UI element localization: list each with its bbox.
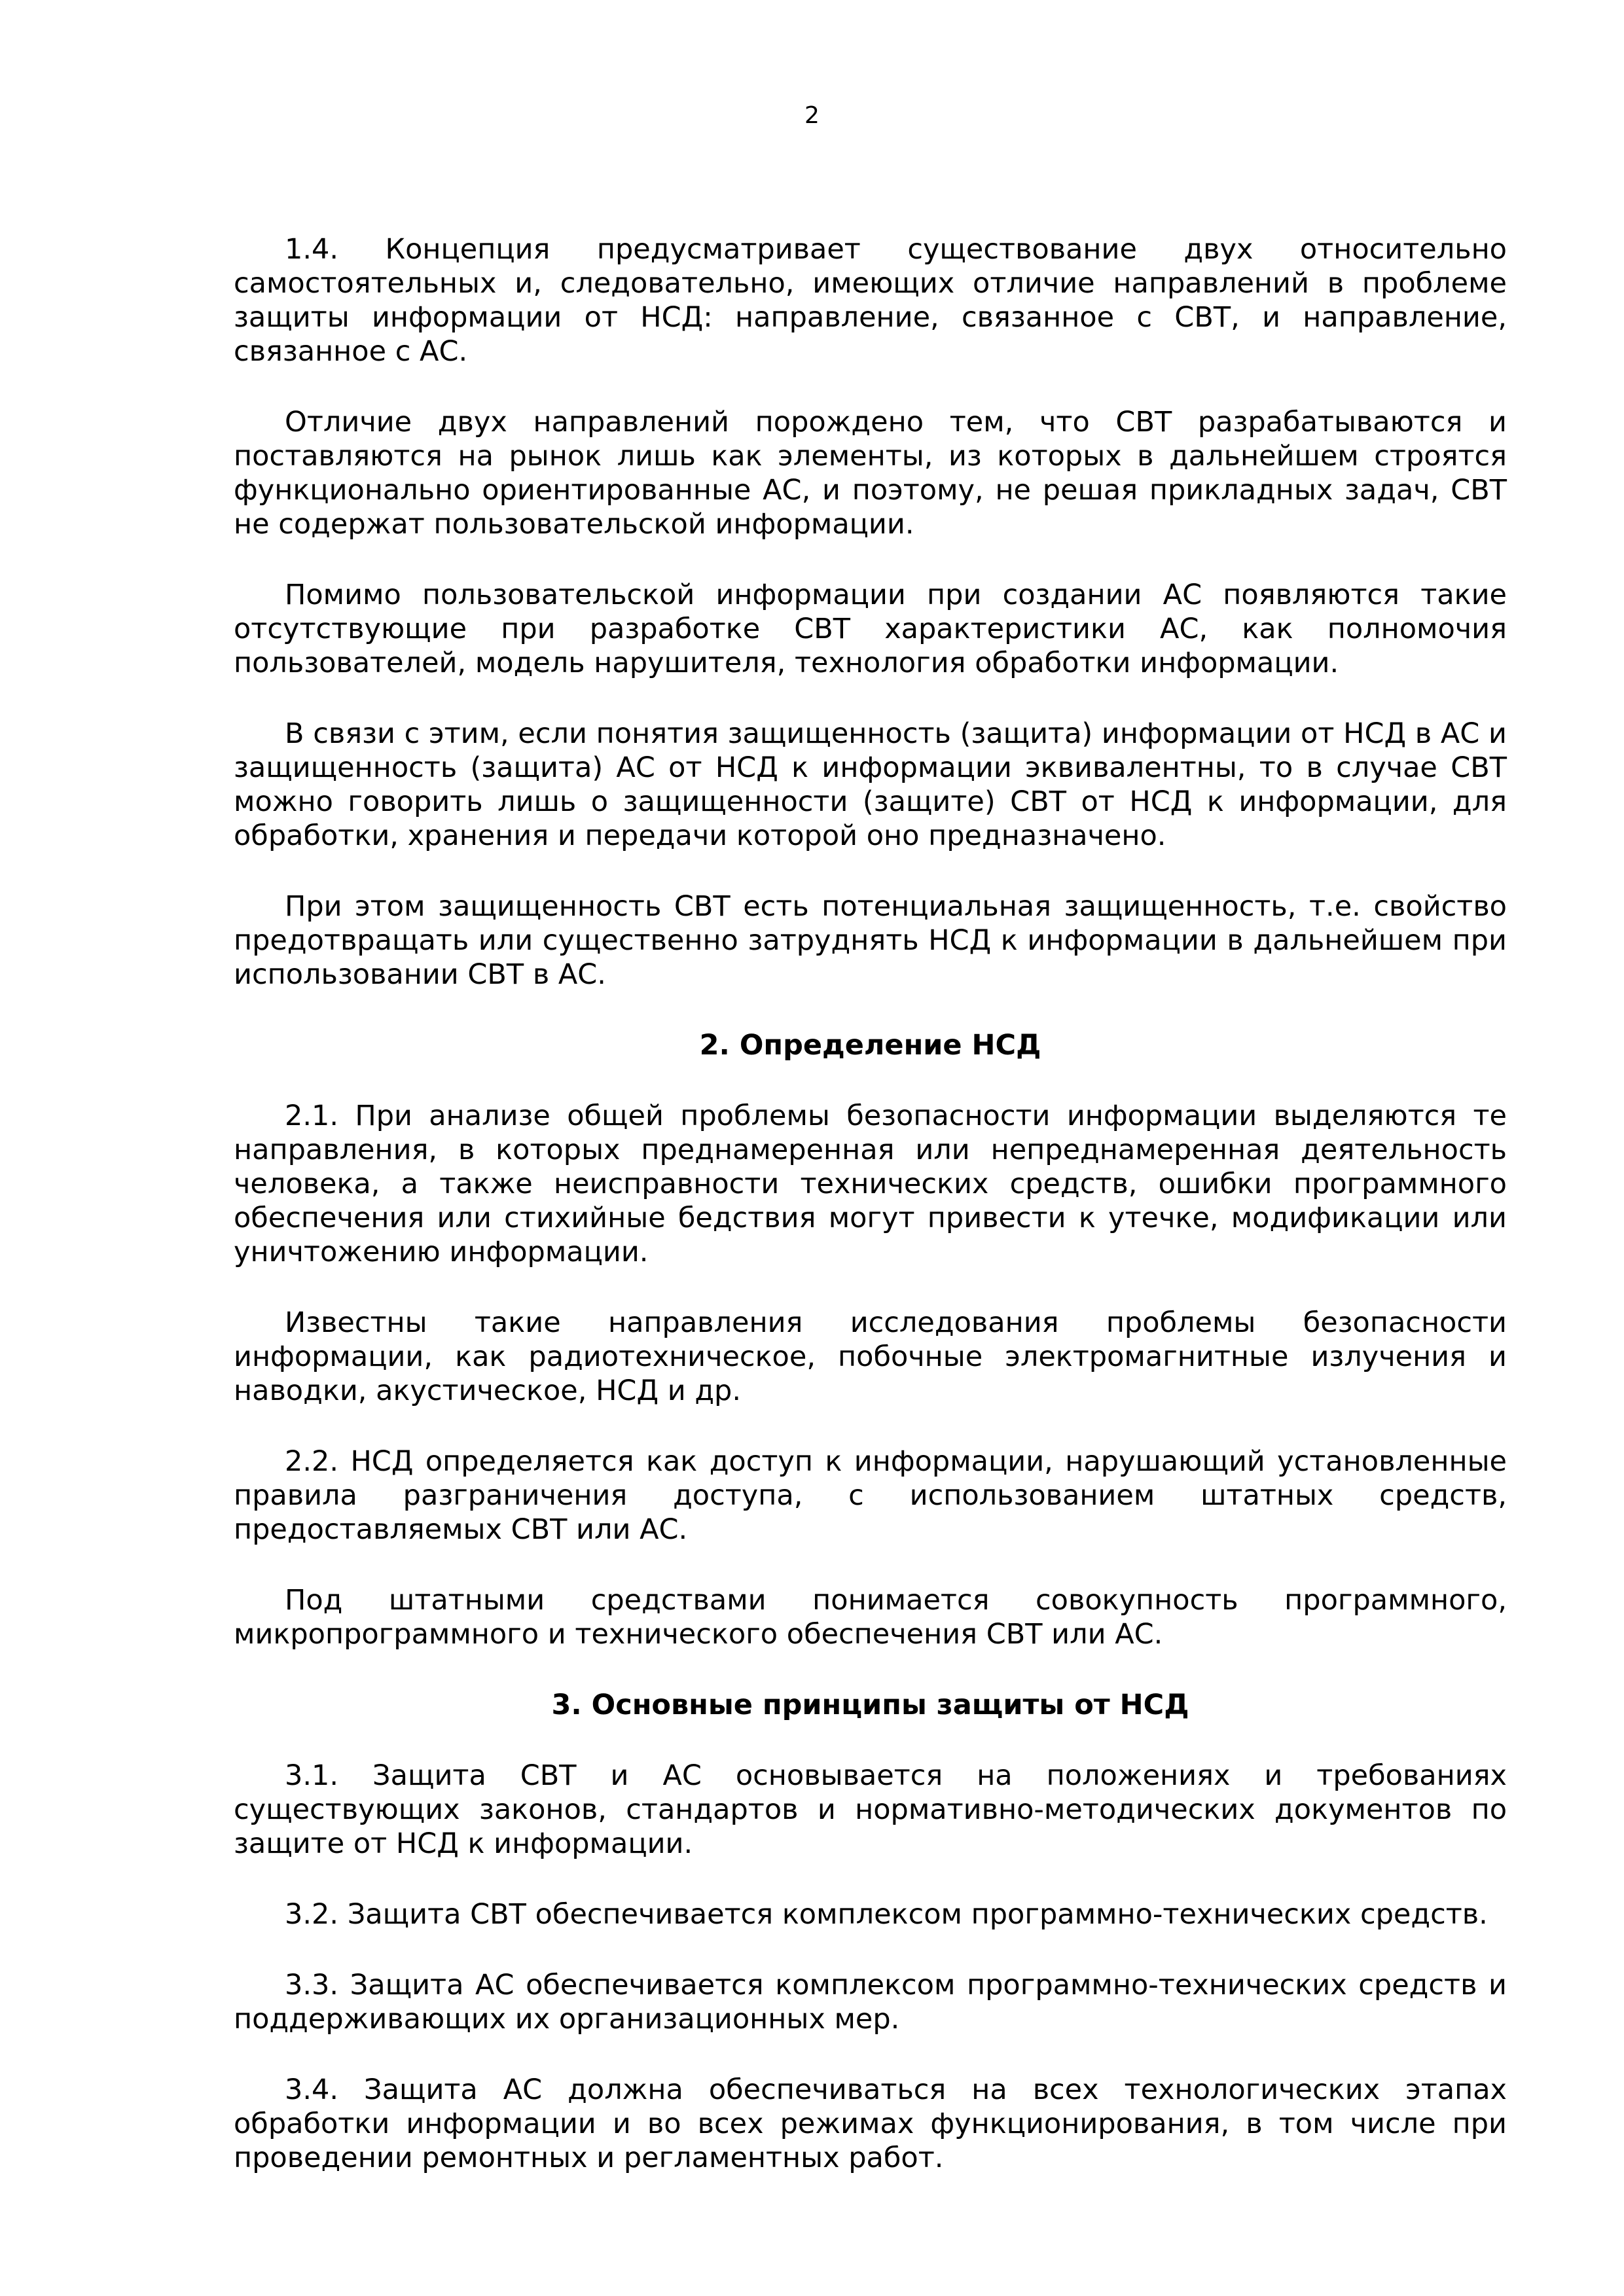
paragraph-protection-concepts: В связи с этим, если понятия защищенность (защита) информации от НСД в АС и защищенность (защита) АС от НСД к информации эквивалентны, то в случае СВТ можно говорить лишь о защищенности (защите) СВТ от НСД к информации, для обработки, хранения и передачи которой оно предназначено. <box>234 717 1507 852</box>
document-body <box>234 232 1507 2212</box>
paragraph-3-2: 3.2. Защита СВТ обеспечивается комплексом программно-технических средств. <box>285 1898 1488 1931</box>
paragraph-2-2: 2.2. НСД определяется как доступ к информации, нарушающий установленные правила разграничения доступа, с использованием штатных средств, предоставляемых СВТ или АС. <box>234 1445 1507 1546</box>
section-heading-2: 2. Определение НСД <box>699 1029 1041 1062</box>
paragraph-difference: Отличие двух направлений порождено тем, что СВТ разрабатываются и поставляются на рынок лишь как элементы, из которых в дальнейшем строятся функционально ориентированные АС, и поэтому, не решая прикладных задач, СВТ не содержат пользовательской информации. <box>234 406 1507 541</box>
paragraph-3-3: 3.3. Защита АС обеспечивается комплексом программно-технических средств и поддерживающих их организационных мер. <box>234 1969 1507 2036</box>
page-number: 2 <box>804 102 820 129</box>
paragraph-potential-protection: При этом защищенность СВТ есть потенциальная защищенность, т.е. свойство предотвращать или существенно затруднять НСД к информации в дальнейшем при использовании СВТ в АС. <box>234 890 1507 991</box>
paragraph-1-4: 1.4. Концепция предусматривает существование двух относительно самостоятельных и, следовательно, имеющих отличие направлений в проблеме защиты информации от НСД: направление, связанное с СВТ, и направление, связанное с АС. <box>234 233 1507 368</box>
paragraph-research-directions: Известны такие направления исследования проблемы безопасности информации, как радиотехническое, побочные электромагнитные излучения и наводки, акустическое, НСД и др. <box>234 1306 1507 1407</box>
section-heading-3: 3. Основные принципы защиты от НСД <box>551 1689 1189 1721</box>
paragraph-user-info: Помимо пользовательской информации при создании АС появляются такие отсутствующие при разработке СВТ характеристики АС, как полномочия пользователей, модель нарушителя, технология обработки информации. <box>234 579 1507 679</box>
paragraph-standard-means: Под штатными средствами понимается совокупность программного, микропрограммного и технического обеспечения СВТ или АС. <box>234 1584 1507 1651</box>
paragraph-2-1: 2.1. При анализе общей проблемы безопасности информации выделяются те направления, в которых преднамеренная или непреднамеренная деятельность человека, а также неисправности технических средств, ошибки программного обеспечения или стихийные бедствия могут привести к утечке, модификации или уничтожению информации. <box>234 1100 1507 1268</box>
paragraph-3-4: 3.4. Защита АС должна обеспечиваться на всех технологических этапах обработки информации и во всех режимах функционирования, в том числе при проведении ремонтных и регламентных работ. <box>234 2073 1507 2174</box>
paragraph-3-1: 3.1. Защита СВТ и АС основывается на положениях и требованиях существующих законов, стандартов и нормативно-методических документов по защите от НСД к информации. <box>234 1759 1507 1860</box>
